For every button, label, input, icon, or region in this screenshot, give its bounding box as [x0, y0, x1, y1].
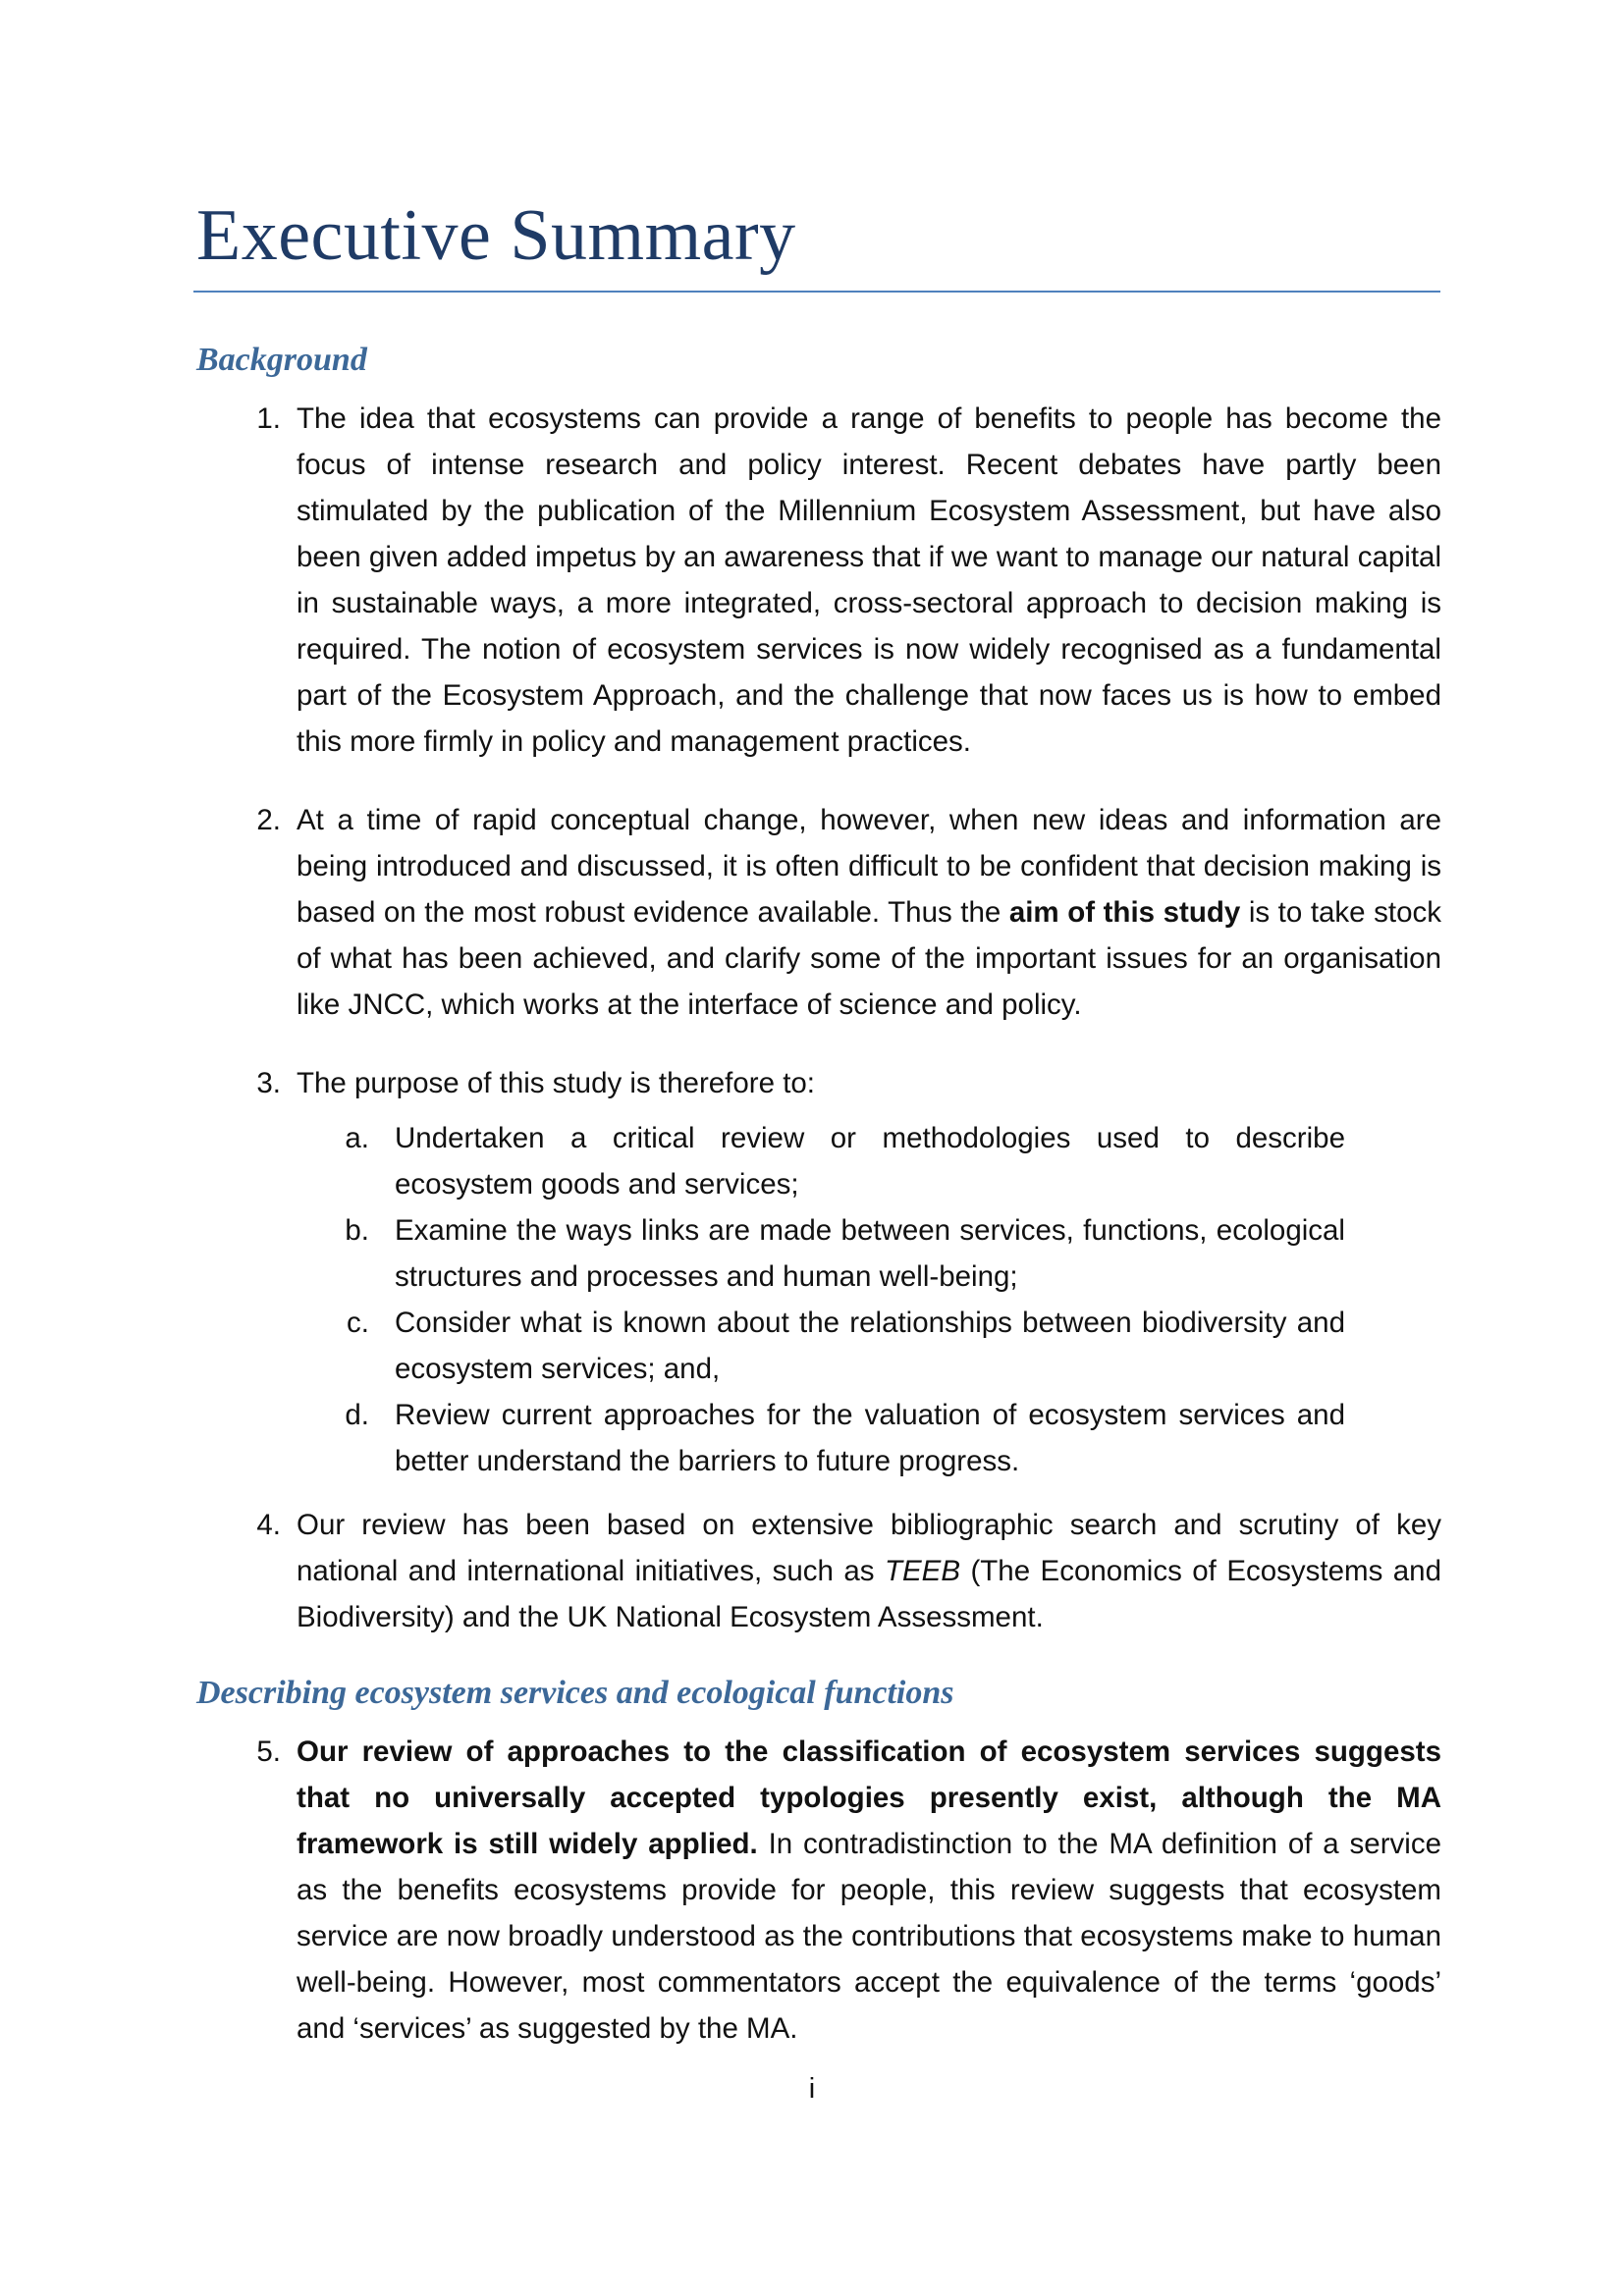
sub-list-letter: d.	[345, 1399, 369, 1431]
sub-list-item-d	[334, 1392, 1345, 1484]
section-heading-background: Background	[196, 342, 367, 378]
list-number: 2.	[256, 804, 281, 836]
text-span: In contradistinction to the MA definition of a service as the benefits ecosystems provide for people, this review suggests that ecosystem service are now broadly understood as the contributions that ecosystems make to human well-being. However, most commentators accept the equivalence of the terms ‘goods’ and ‘services’ as suggested by the MA.	[297, 1828, 1441, 2045]
text-span: is to take stock of what has been achieved, and clarify some of the important issues for an organisation like JNCC, which works at the interface of science and policy.	[297, 896, 1441, 1021]
sub-list-letter: a.	[345, 1122, 369, 1154]
sub-list-item-a	[334, 1115, 1345, 1207]
list-item-2	[236, 797, 1441, 1028]
sub-list-text: Undertaken a critical review or methodologies used to describe ecosystem goods and services;	[395, 1122, 1345, 1201]
paragraph-text: The idea that ecosystems can provide a range of benefits to people has become the focus of intense research and policy interest. Recent debates have partly been stimulated by the publication of the Millennium Ecosystem Assessment, but have also been given added impetus by an awareness that if we want to manage our natural capital in sustainable ways, a more integrated, cross-sectoral approach to decision making is required. The notion of ecosystem services is now widely recognised as a fundamental part of the Ecosystem Approach, and the challenge that now faces us is how to embed this more firmly in policy and management practices.	[297, 402, 1441, 758]
list-number: 5.	[256, 1735, 281, 1768]
list-item-4	[236, 1502, 1441, 1640]
text-span: At a time of rapid conceptual change, however, when new ideas and information are being introduced and discussed, it is often difficult to be confident that decision making is based on the most robust evidence available. Thus the	[297, 804, 1441, 929]
list-item-5	[236, 1729, 1441, 2052]
list-item-1	[236, 396, 1441, 765]
paragraph-text	[297, 1502, 1441, 1640]
sub-list-text: Consider what is known about the relationships between biodiversity and ecosystem services; and,	[395, 1307, 1345, 1385]
list-number: 4.	[256, 1509, 281, 1541]
text-span: Our review has been based on extensive bibliographic search and scrutiny of key national and international initiatives, such as	[297, 1509, 1441, 1587]
sub-list-item-b	[334, 1207, 1345, 1300]
sub-list-item-c	[334, 1300, 1345, 1392]
italic-emphasis: TEEB	[884, 1555, 961, 1587]
list-number: 3.	[256, 1067, 281, 1099]
sub-list-letter: b.	[345, 1214, 369, 1247]
paragraph-text: The purpose of this study is therefore to:	[297, 1067, 816, 1099]
bold-emphasis: aim of this study	[1008, 896, 1241, 929]
list-item-3	[236, 1060, 1441, 1106]
sub-list-text: Review current approaches for the valuation of ecosystem services and better understand the barriers to future progress.	[395, 1399, 1345, 1477]
paragraph-text	[297, 1729, 1441, 2052]
bold-emphasis: Our review of approaches to the classification of ecosystem services suggests that no universally accepted typologies presently exist, although the MA framework is still widely applied.	[297, 1735, 1441, 1860]
page-title: Executive Summary	[196, 195, 796, 276]
title-underline	[193, 291, 1440, 293]
list-number: 1.	[256, 402, 281, 435]
sub-list-letter: c.	[347, 1307, 369, 1339]
page-number: i	[808, 2073, 816, 2105]
text-span: (The Economics of Ecosystems and Biodiversity) and the UK National Ecosystem Assessment.	[297, 1555, 1441, 1633]
paragraph-text	[297, 797, 1441, 1028]
sub-list-text: Examine the ways links are made between services, functions, ecological structures and processes and human well-being;	[395, 1214, 1345, 1293]
section-heading-describing: Describing ecosystem services and ecological functions	[196, 1675, 954, 1711]
